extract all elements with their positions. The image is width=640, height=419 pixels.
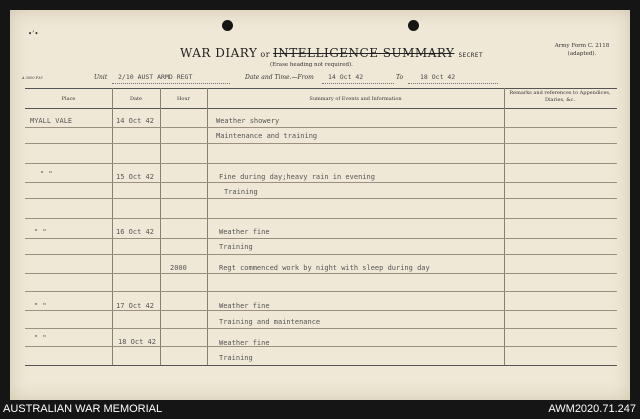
unit-value: 2/10 AUST ARMD REGT <box>118 73 193 81</box>
entry-date: 14 Oct 42 <box>116 117 154 125</box>
entry-summary: Fine during day;heavy rain in evening <box>219 173 375 181</box>
entry-summary: Training <box>224 188 258 196</box>
title-or: or <box>260 50 271 59</box>
footer-archive-name: AUSTRALIAN WAR MEMORIAL <box>3 403 163 415</box>
entry-date: 18 Oct 42 <box>118 338 156 346</box>
date-time-label: Date and Time.—From <box>245 74 314 81</box>
unit-label: Unit <box>94 74 108 81</box>
entry-date: 17 Oct 42 <box>116 302 154 310</box>
entry-hour: 2000 <box>170 264 187 272</box>
title-struck-intelligence-summary: INTELLIGENCE SUMMARY <box>273 46 455 60</box>
entry-summary: Training <box>219 354 253 362</box>
column-header-date: Date <box>130 96 142 102</box>
column-divider-hour <box>207 88 208 365</box>
column-header-place: Place <box>61 96 76 102</box>
entry-place: " " <box>34 302 47 310</box>
row-rule <box>25 198 617 199</box>
row-rule <box>25 273 617 274</box>
row-rule <box>25 328 617 329</box>
row-rule <box>25 310 617 311</box>
column-header-remarks: Remarks and references to Appendices, Diaries, &c. <box>509 90 611 103</box>
date-to-underline <box>408 83 498 84</box>
row-rule <box>25 291 617 292</box>
unit-underline <box>112 83 230 84</box>
entry-summary: Training and maintenance <box>219 318 321 326</box>
title-war-diary: WAR DIARY <box>180 46 258 60</box>
table-bottom-rule <box>25 365 617 366</box>
diary-sheet <box>10 10 630 400</box>
entry-summary: Maintenance and training <box>216 132 318 140</box>
entry-place: " " <box>40 170 53 178</box>
form-number: Army Form C. 2118 <box>554 43 610 49</box>
classification-stamp: SECRET <box>458 52 484 59</box>
entry-summary: Weather fine <box>219 339 270 347</box>
header-bottom-rule <box>25 108 617 109</box>
entry-place: " " <box>34 228 47 236</box>
column-header-summary: Summary of Events and Information <box>309 96 402 102</box>
column-header-hour: Hour <box>177 96 190 102</box>
form-subtitle: (Erase heading not required). <box>270 62 353 68</box>
date-from-value: 14 Oct 42 <box>328 73 364 81</box>
entry-place: " " <box>34 334 47 342</box>
column-divider-summary <box>504 88 505 365</box>
entry-place: MYALL VALE <box>30 117 73 125</box>
row-rule <box>25 218 617 219</box>
to-label: To <box>396 74 404 81</box>
entry-summary: Weather fine <box>219 302 270 310</box>
punch-hole-left <box>222 20 233 31</box>
entry-summary: Regt commenced work by night with sleep during day <box>219 264 430 272</box>
entry-date: 15 Oct 42 <box>116 173 154 181</box>
entry-date: 16 Oct 42 <box>116 228 154 236</box>
row-rule <box>25 182 617 183</box>
date-to-value: 18 Oct 42 <box>420 73 456 81</box>
form-title <box>180 46 483 60</box>
column-divider-place <box>112 88 113 365</box>
table-top-rule <box>25 88 617 89</box>
row-rule <box>25 127 617 128</box>
entry-summary: Weather fine <box>219 228 270 236</box>
row-rule <box>25 254 617 255</box>
row-rule <box>25 163 617 164</box>
row-rule <box>25 238 617 239</box>
form-reference <box>542 42 622 58</box>
pencil-mark: •’• <box>28 30 39 38</box>
row-rule <box>25 346 617 347</box>
date-from-underline <box>322 83 394 84</box>
entry-summary: Weather showery <box>216 117 280 125</box>
footer-accession-number: AWM2020.71.247 <box>548 403 636 415</box>
small-form-code: A 3000 F35 <box>22 76 43 80</box>
row-rule <box>25 143 617 144</box>
column-divider-date <box>160 88 161 365</box>
punch-hole-right <box>408 20 419 31</box>
form-adapted: (adapted). <box>567 51 597 57</box>
entry-summary: Training <box>219 243 253 251</box>
